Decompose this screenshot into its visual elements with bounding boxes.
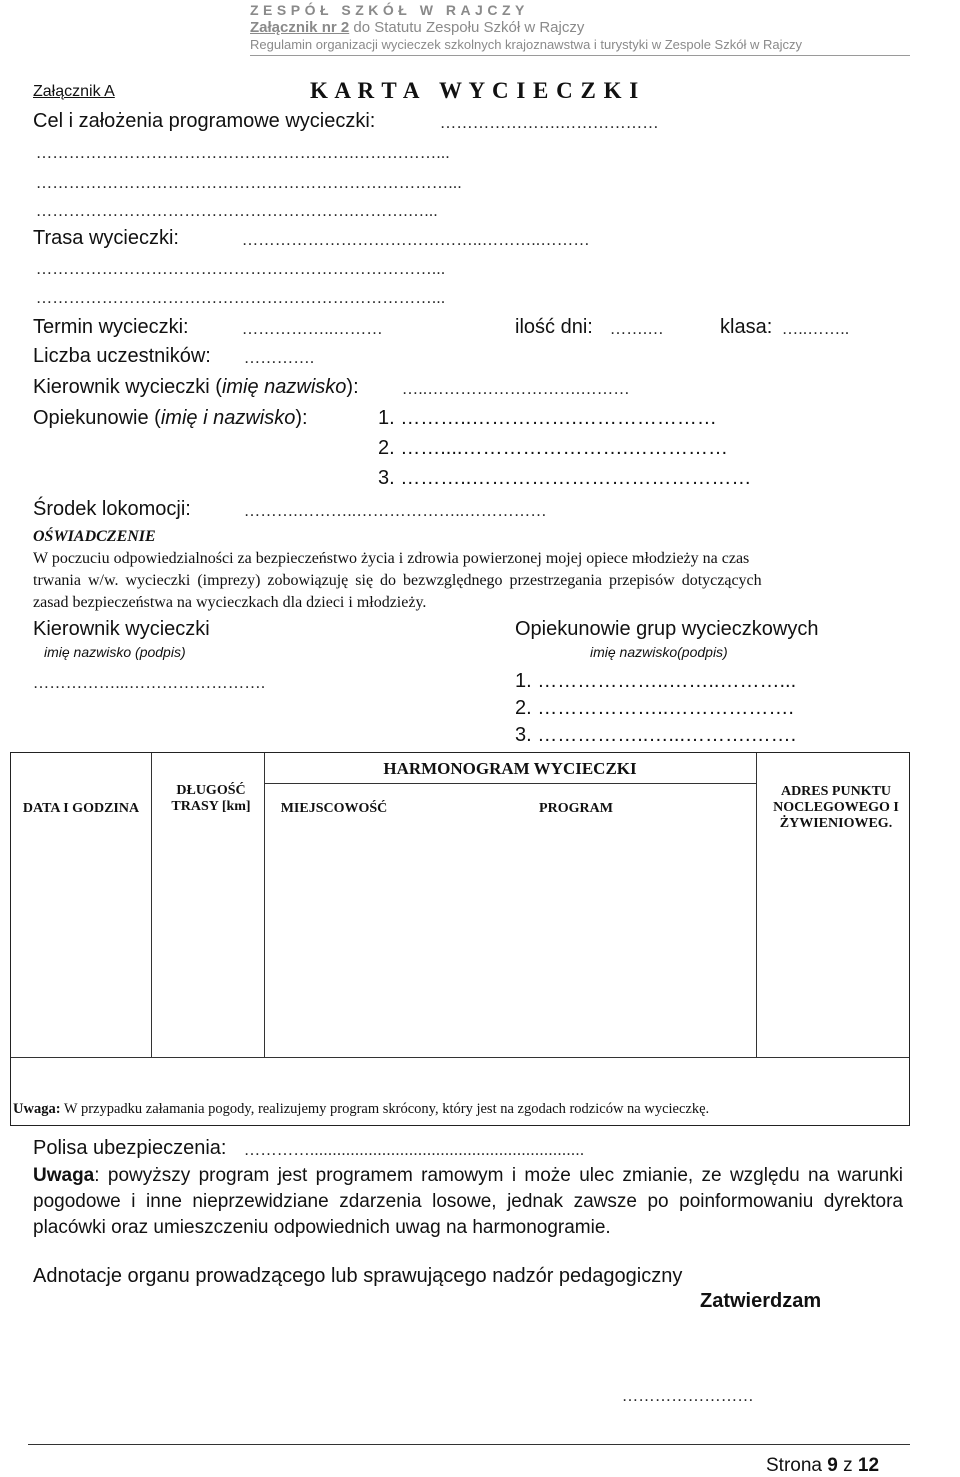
- cel-field-3[interactable]: …………………………………………………………………...: [36, 175, 462, 192]
- document-header: [250, 2, 910, 53]
- opiekunowie-label-italic: imię i nazwisko: [160, 407, 296, 429]
- annex-statute: do Statutu Zespołu Szkół w Rajczy: [349, 19, 585, 36]
- opiekunowie-signature-sub: imię nazwisko(podpis): [590, 644, 728, 660]
- col-dlugosc-trasy: DŁUGOŚĆ TRASY [km]: [171, 783, 251, 814]
- col-data-godzina: DATA I GODZINA: [22, 801, 140, 816]
- column-divider: [151, 753, 152, 1057]
- opiekun-signature-2[interactable]: 2. ………………..……………….: [515, 697, 794, 719]
- trasa-label: Trasa wycieczki:: [33, 227, 179, 249]
- opiekun-signature-3[interactable]: 3. ……………..…...……….…….: [515, 724, 797, 746]
- regulation-title: Regulamin organizacji wycieczek szkolnych krajoznawstwa i turystyki w Zespole Szkół w Rajczy: [250, 37, 802, 52]
- opiekun-field-3[interactable]: 3. ………..……………………………………: [378, 467, 752, 489]
- opiekun-field-2[interactable]: 2. ……....…………………….……………: [378, 437, 729, 459]
- trasa-field-2[interactable]: ………………………………………………………………...: [36, 261, 446, 278]
- trasa-field-3[interactable]: ………………………………………………………………...: [36, 290, 446, 307]
- table-body-bottom: [11, 1057, 909, 1058]
- header-divider: [250, 55, 910, 56]
- polisa-label: Polisa ubezpieczenia:: [33, 1137, 227, 1159]
- col-adres-noclegowy: ADRES PUNKTU NOCLEGOWEGO I ŻYWIENIOWEG.: [773, 784, 899, 831]
- cel-field-4[interactable]: ………………………………………………….……….…...: [36, 203, 438, 220]
- oswiadczenie-line-3: zasad bezpieczeństwa na wycieczkach dla dzieci i młodzieży.: [33, 594, 427, 611]
- kierownik-signature-field[interactable]: ……………...…………………….: [33, 675, 266, 692]
- annex-reference: [250, 19, 910, 36]
- opiekun-signature-1[interactable]: 1. ………………..……..………...: [515, 670, 797, 692]
- weather-note-text: W przypadku załamania pogody, realizujemy program skrócony, który jest na zgodach rodziców na wycieczkę.: [60, 1101, 710, 1117]
- school-name: ZESPÓŁ SZKÓŁ W RAJCZY: [250, 2, 529, 18]
- liczba-label: Liczba uczestników:: [33, 345, 211, 367]
- page-strona: Strona: [766, 1455, 822, 1476]
- opiekunowie-label-b: ):: [295, 407, 308, 429]
- cel-label: Cel i założenia programowe wycieczki:: [33, 110, 376, 132]
- column-divider: [756, 753, 757, 1057]
- kierownik-label: [33, 376, 359, 399]
- termin-label: Termin wycieczki:: [33, 316, 189, 338]
- trasa-field-1[interactable]: ……………………………………..………..………: [242, 232, 590, 249]
- ilosc-dni-field[interactable]: …….…: [610, 321, 664, 338]
- opiekun-field-1[interactable]: 1. ………..…………….…………………: [378, 407, 717, 429]
- klasa-label: klasa:: [720, 316, 773, 338]
- opiekunowie-label: [33, 407, 308, 430]
- cel-field-1[interactable]: ………………….………………: [440, 115, 659, 132]
- opiekunowie-label-a: Opiekunowie (: [33, 407, 161, 429]
- kierownik-signature-label: Kierownik wycieczki: [33, 618, 210, 640]
- oswiadczenie-title: OŚWIADCZENIE: [33, 528, 156, 545]
- zatwierdzam-signature-field[interactable]: ……………………: [622, 1388, 754, 1405]
- col-program: PROGRAM: [539, 801, 613, 816]
- kierownik-field[interactable]: …..……………………….………: [402, 381, 630, 398]
- oswiadczenie-line-2: trwania w/w. wycieczki (imprezy) zobowiązuję się do bezwzględnego przestrzegania przepisów dotyczących: [33, 572, 762, 589]
- footer-divider: [28, 1444, 910, 1445]
- kierownik-label-italic: imię nazwisko: [221, 376, 347, 398]
- zatwierdzam-label: Zatwierdzam: [700, 1290, 822, 1312]
- adnotacje-text: Adnotacje organu prowadzącego lub sprawującego nadzór pedagogiczny: [33, 1265, 683, 1287]
- kierownik-signature-sub: imię nazwisko (podpis): [44, 644, 186, 660]
- weather-note-bold: Uwaga:: [13, 1101, 61, 1117]
- liczba-field[interactable]: ………….: [244, 350, 315, 367]
- kierownik-label-b: ):: [346, 376, 359, 398]
- page-number: [766, 1455, 879, 1477]
- harmonogram-table: [10, 752, 910, 1126]
- title-underline: [264, 783, 756, 784]
- uwaga-paragraph: [33, 1163, 903, 1241]
- uwaga-text: : powyższy program jest programem ramowym i może ulec zmianie, ze względu na warunki pogodowe i inne nieprzewidziane zdarzenia losowe, jednak zawsze po poinformowaniu dyrektora placówki oraz umieszczeniu odpowiednich uwag na harmonogramie.: [33, 1165, 903, 1238]
- uwaga-bold: Uwaga: [33, 1165, 95, 1186]
- page-z: z: [843, 1455, 853, 1476]
- column-divider: [264, 753, 265, 1057]
- termin-field[interactable]: ……………..………: [242, 321, 383, 338]
- col-miejscowosc: MIEJSCOWOŚĆ: [280, 801, 388, 816]
- klasa-field[interactable]: …..……..: [782, 321, 850, 338]
- weather-note: [13, 1101, 709, 1118]
- page-total: 12: [857, 1455, 880, 1476]
- ilosc-dni-label: ilość dni:: [515, 316, 593, 338]
- opiekunowie-signature-label: Opiekunowie grup wycieczkowych: [515, 618, 819, 640]
- polisa-field[interactable]: ………….............................................................: [244, 1142, 585, 1159]
- page-current: 9: [827, 1455, 838, 1476]
- annex-a-label: Załącznik A: [33, 83, 115, 100]
- harmonogram-title: HARMONOGRAM WYCIECZKI: [383, 759, 637, 778]
- kierownik-label-a: Kierownik wycieczki (: [33, 376, 222, 398]
- cel-field-2[interactable]: ………………………………………………….……………...: [36, 145, 450, 162]
- annex-number: Załącznik nr 2: [250, 19, 350, 36]
- oswiadczenie-line-1: W poczuciu odpowiedzialności za bezpieczeństwo życia i zdrowia powierzonej mojej opiece młodzieży na czas: [33, 550, 750, 567]
- form-title: K A R T A W Y C I E C Z K I: [310, 78, 640, 103]
- srodek-label: Środek lokomocji:: [33, 498, 191, 520]
- srodek-field[interactable]: ……….………..………………..……………: [244, 503, 547, 520]
